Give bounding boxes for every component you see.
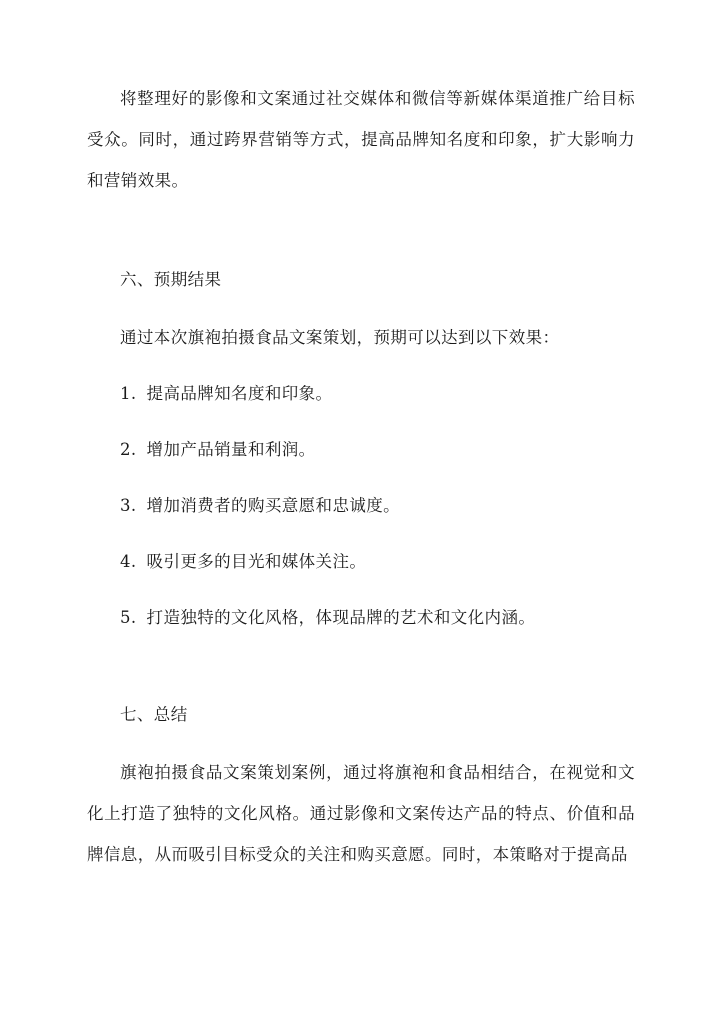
list-item-text: 增加消费者的购买意愿和忠诚度。 bbox=[146, 496, 401, 515]
list-item-number: 5. bbox=[120, 608, 137, 627]
list-item-number: 1. bbox=[120, 384, 137, 403]
summary-paragraph: 旗袍拍摄食品文案策划案例，通过将旗袍和食品相结合，在视觉和文化上打造了独特的文化风格。通过影像和文案传达产品的特点、价值和品牌信息，从而吸引目标受众的关注和购买意愿。同时，本策略对于提高品 bbox=[87, 763, 635, 864]
list-item-text: 吸引更多的目光和媒体关注。 bbox=[146, 552, 367, 571]
list-item bbox=[120, 550, 366, 574]
list-item bbox=[120, 438, 316, 462]
list-item-text: 打造独特的文化风格，体现品牌的艺术和文化内涵。 bbox=[146, 608, 536, 627]
list-item-number: 3. bbox=[120, 496, 137, 515]
section-heading-summary: 七、总结 bbox=[120, 705, 188, 724]
list-item-number: 4. bbox=[120, 552, 137, 571]
list-item-text: 增加产品销量和利润。 bbox=[146, 440, 316, 459]
intro-paragraph: 将整理好的影像和文案通过社交媒体和微信等新媒体渠道推广给目标受众。同时，通过跨界营销等方式，提高品牌知名度和印象，扩大影响力和营销效果。 bbox=[87, 89, 635, 190]
expected-results-lead: 通过本次旗袍拍摄食品文案策划，预期可以达到以下效果： bbox=[120, 328, 560, 347]
list-item-number: 2. bbox=[120, 440, 137, 459]
list-item bbox=[120, 606, 535, 630]
list-item bbox=[120, 494, 400, 518]
section-heading-expected-results: 六、预期结果 bbox=[120, 270, 222, 289]
list-item-text: 提高品牌知名度和印象。 bbox=[146, 384, 333, 403]
list-item bbox=[120, 382, 332, 406]
